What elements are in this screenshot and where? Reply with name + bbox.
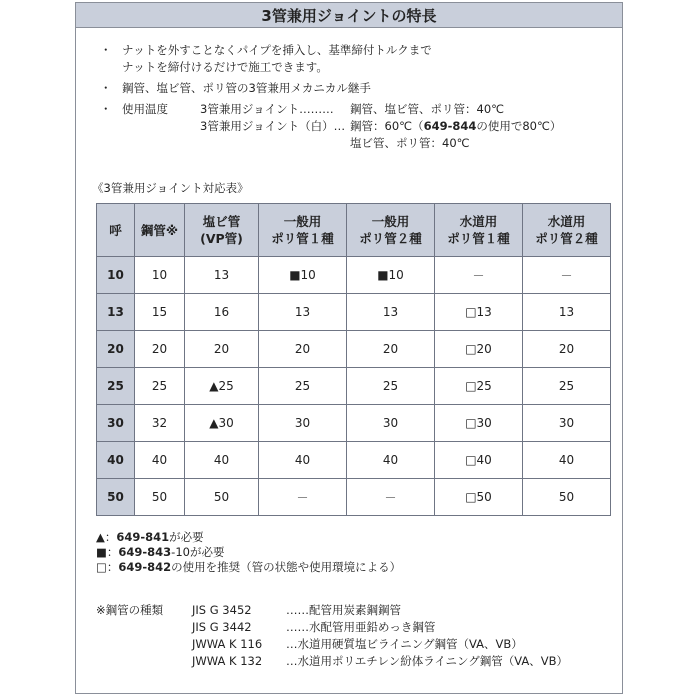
table-cell: 25: [135, 368, 185, 405]
table-cell: －: [347, 479, 435, 516]
temp-joint-value: 鋼管、塩ビ管、ポリ管：40℃: [350, 102, 505, 116]
table-row: [97, 405, 611, 442]
temp-white-joint-value: 鋼管：60℃（649-844の使用で80℃）: [350, 119, 562, 133]
table-cell: 25: [523, 368, 611, 405]
table-cell: 15: [135, 294, 185, 331]
temp-white-joint-key: 3管兼用ジョイント（白）…: [200, 119, 346, 133]
table-cell: 40: [135, 442, 185, 479]
table-cell: 10: [135, 257, 185, 294]
table-row: [97, 442, 611, 479]
table-cell: 50: [185, 479, 259, 516]
feature-item-3: [100, 101, 620, 152]
legend-notes: [96, 530, 401, 575]
note-filled-square: ■：649-843-10が必要: [96, 545, 225, 559]
col-header: 鋼管※: [135, 204, 185, 257]
feature-item-2: [100, 80, 620, 97]
feature-list: [100, 42, 620, 156]
row-header: 30: [97, 405, 135, 442]
feature-text: 鋼管、塩ビ管、ポリ管の3管兼用メカニカル継手: [122, 81, 371, 95]
col-header: 水道用 ポリ管２種: [523, 204, 611, 257]
steel-pipe-types: [96, 602, 568, 670]
table-cell: 30: [523, 405, 611, 442]
table-cell: 40: [259, 442, 347, 479]
steel-standard: JIS G 3452: [192, 603, 252, 617]
table-cell: 16: [185, 294, 259, 331]
steel-description: …水道用ポリエチレン紛体ライニング鋼管（VA、VB）: [286, 654, 568, 668]
table-cell: 40: [347, 442, 435, 479]
table-cell: 20: [135, 331, 185, 368]
bullet: ・: [100, 81, 112, 95]
table-cell: ■10: [347, 257, 435, 294]
row-header: 25: [97, 368, 135, 405]
table-caption: 《3管兼用ジョイント対応表》: [92, 181, 249, 195]
table-cell: 30: [259, 405, 347, 442]
table-cell: ▲30: [185, 405, 259, 442]
steel-standard: JWWA K 132: [192, 654, 263, 668]
table-cell: 25: [259, 368, 347, 405]
row-header: 50: [97, 479, 135, 516]
table-row: [97, 479, 611, 516]
table-row: [97, 368, 611, 405]
row-header: 20: [97, 331, 135, 368]
steel-heading: ※鋼管の種類: [96, 603, 164, 617]
feature-item-1: [100, 42, 620, 76]
col-header: 一般用 ポリ管１種: [259, 204, 347, 257]
compatibility-table: [96, 203, 611, 516]
table-cell: 30: [347, 405, 435, 442]
table-cell: ■10: [259, 257, 347, 294]
table-cell: □20: [435, 331, 523, 368]
table-cell: 20: [347, 331, 435, 368]
steel-standard: JIS G 3442: [192, 620, 252, 634]
row-header: 10: [97, 257, 135, 294]
temp-white-joint-value-2: 塩ビ管、ポリ管：40℃: [350, 136, 470, 150]
table-cell: 40: [523, 442, 611, 479]
page-title: [75, 2, 623, 28]
table-cell: ▲25: [185, 368, 259, 405]
table-cell: －: [435, 257, 523, 294]
steel-description: ……水配管用亜鉛めっき鋼管: [286, 620, 436, 634]
table-cell: □40: [435, 442, 523, 479]
note-triangle: ▲：649-841が必要: [96, 530, 204, 544]
row-header: 40: [97, 442, 135, 479]
bullet: ・: [100, 43, 112, 57]
table-cell: 20: [523, 331, 611, 368]
table-cell: 13: [185, 257, 259, 294]
col-header: 呼: [97, 204, 135, 257]
table-cell: □25: [435, 368, 523, 405]
table-cell: 13: [347, 294, 435, 331]
table-row: [97, 294, 611, 331]
table-cell: 13: [523, 294, 611, 331]
col-header: 水道用 ポリ管１種: [435, 204, 523, 257]
row-header: 13: [97, 294, 135, 331]
steel-standard: JWWA K 116: [192, 637, 263, 651]
table-cell: 20: [185, 331, 259, 368]
feature-text: ナットを外すことなくパイプを挿入し、基準締付トルクまで: [122, 43, 432, 57]
col-header: 一般用 ポリ管２種: [347, 204, 435, 257]
page-title-text: 3管兼用ジョイントの特長: [261, 6, 437, 25]
table-cell: －: [259, 479, 347, 516]
table-cell: 25: [347, 368, 435, 405]
table-cell: □30: [435, 405, 523, 442]
table-cell: □50: [435, 479, 523, 516]
table-cell: 32: [135, 405, 185, 442]
table-row: [97, 331, 611, 368]
table-row: [97, 257, 611, 294]
steel-description: …水道用硬質塩ビライニング鋼管（VA、VB）: [286, 637, 523, 651]
table-cell: 50: [135, 479, 185, 516]
table-cell: 20: [259, 331, 347, 368]
table-cell: 13: [259, 294, 347, 331]
note-open-square: □：649-842の使用を推奨（管の状態や使用環境による）: [96, 560, 402, 574]
col-header: 塩ビ管 (VP管): [185, 204, 259, 257]
table-header-row: [97, 204, 611, 257]
table-cell: 50: [523, 479, 611, 516]
temp-joint-key: 3管兼用ジョイント………: [200, 102, 334, 116]
temp-label: 使用温度: [122, 102, 168, 116]
table-cell: 40: [185, 442, 259, 479]
table-cell: □13: [435, 294, 523, 331]
steel-description: ……配管用炭素鋼鋼管: [286, 603, 401, 617]
bullet: ・: [100, 102, 112, 116]
table-cell: －: [523, 257, 611, 294]
feature-text: ナットを締付けるだけで施工できます。: [122, 60, 328, 74]
